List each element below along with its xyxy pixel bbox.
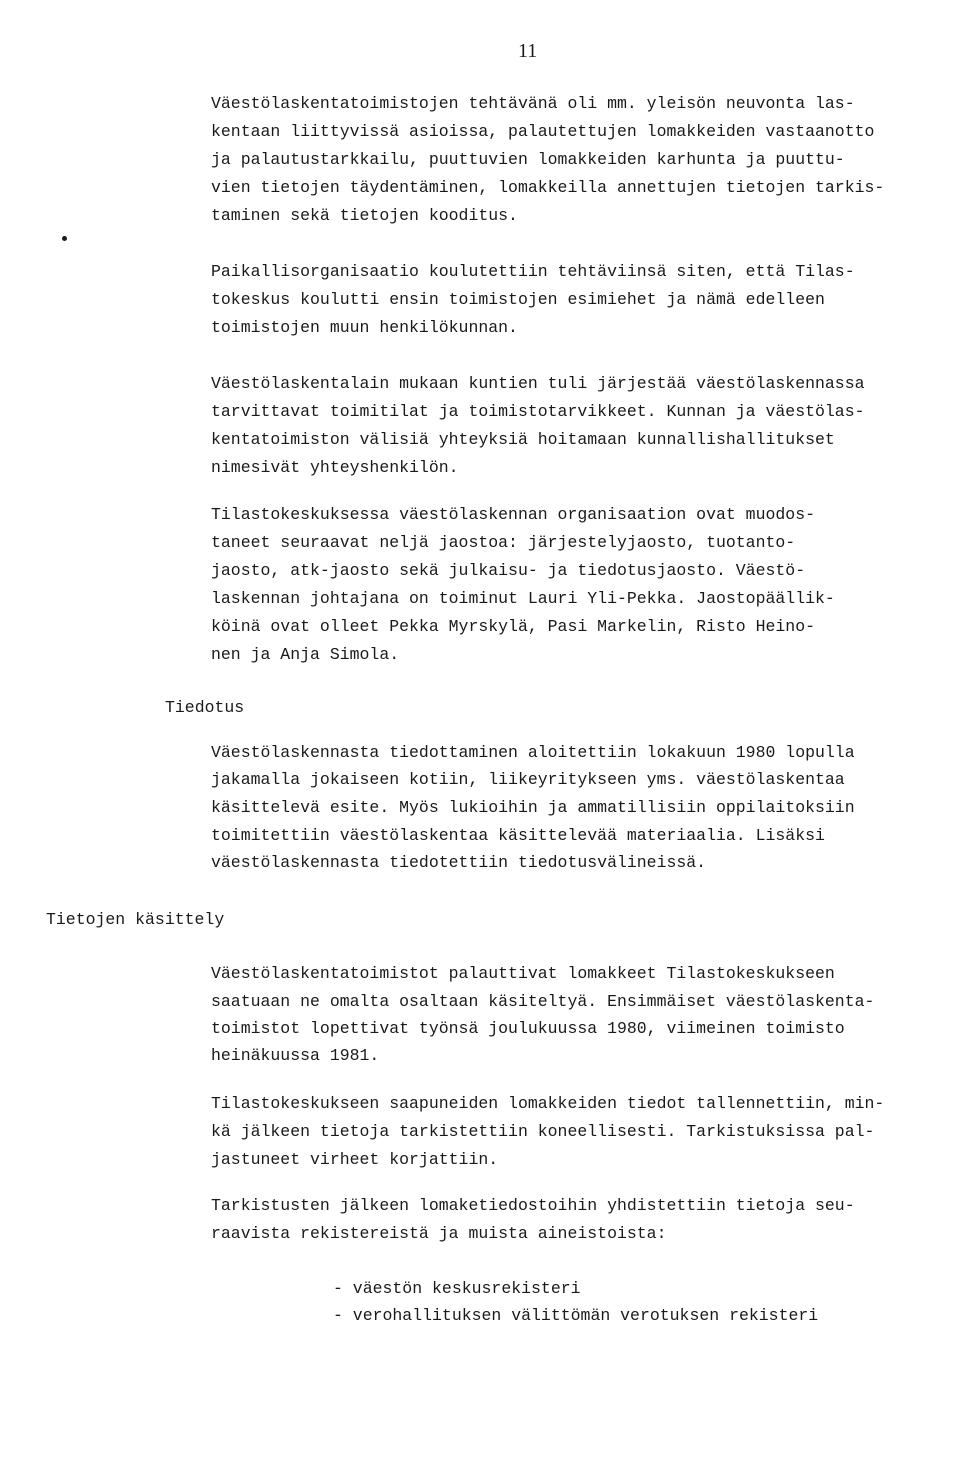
text-line: Väestölaskentatoimistot palauttivat lomakkeet Tilastokeskukseen (211, 964, 835, 983)
text-line: taneet seuraavat neljä jaostoa: järjestelyjaosto, tuotanto- (211, 533, 796, 552)
text-line: vien tietojen täydentäminen, lomakkeilla annettujen tietojen tarkis- (211, 178, 885, 197)
text-line: jastuneet virheet korjattiin. (211, 1150, 499, 1169)
text-line: kä jälkeen tietoja tarkistettiin koneellisesti. Tarkistuksissa pal- (211, 1122, 875, 1141)
page-number: 11 (518, 40, 538, 62)
text-line: raavista rekistereistä ja muista aineistoista: (211, 1224, 667, 1243)
text-line: kentatoimiston välisiä yhteyksiä hoitamaan kunnallishallitukset (211, 430, 835, 449)
text-line: nimesivät yhteyshenkilön. (211, 458, 459, 477)
text-line: Paikallisorganisaatio koulutettiin tehtäviinsä siten, että Tilas- (211, 262, 855, 281)
list-item: - verohallituksen välittömän verotuksen rekisteri (333, 1306, 819, 1325)
text-line: jakamalla jokaiseen kotiin, liikeyritykseen yms. väestölaskentaa (211, 770, 845, 789)
text-line: kentaan liittyvissä asioissa, palautettujen lomakkeiden vastaanotto (211, 122, 875, 141)
text-line: Tilastokeskukseen saapuneiden lomakkeiden tiedot tallennettiin, min- (211, 1094, 885, 1113)
text-line: Väestölaskentalain mukaan kuntien tuli järjestää väestölaskennassa (211, 374, 865, 393)
text-line: köinä ovat olleet Pekka Myrskylä, Pasi Markelin, Risto Heino- (211, 617, 815, 636)
text-line: ja palautustarkkailu, puuttuvien lomakkeiden karhunta ja puuttu- (211, 150, 845, 169)
text-line: Väestölaskentatoimistojen tehtävänä oli mm. yleisön neuvonta las- (211, 94, 855, 113)
text-line: jaosto, atk-jaosto sekä julkaisu- ja tiedotusjaosto. Väestö- (211, 561, 806, 580)
text-line: Väestölaskennasta tiedottaminen aloitettiin lokakuun 1980 lopulla (211, 743, 855, 762)
text-line: Tarkistusten jälkeen lomaketiedostoihin yhdistettiin tietoja seu- (211, 1196, 855, 1215)
section-heading-tietojen-kasittely: Tietojen käsittely (46, 910, 225, 929)
text-line: toimistojen muun henkilökunnan. (211, 318, 518, 337)
text-line: väestölaskennasta tiedotettiin tiedotusvälineissä. (211, 853, 707, 872)
bullet-mark (62, 236, 67, 241)
section-heading-tiedotus: Tiedotus (165, 698, 245, 717)
text-line: nen ja Anja Simola. (211, 645, 400, 664)
text-line: toimitettiin väestölaskentaa käsittelevää materiaalia. Lisäksi (211, 826, 825, 845)
list-item: - väestön keskusrekisteri (333, 1279, 581, 1298)
text-line: toimistot lopettivat työnsä joulukuussa 1980, viimeinen toimisto (211, 1019, 845, 1038)
text-line: taminen sekä tietojen kooditus. (211, 206, 518, 225)
text-line: Tilastokeskuksessa väestölaskennan organisaation ovat muodos- (211, 505, 815, 524)
text-line: käsittelevä esite. Myös lukioihin ja ammatillisiin oppilaitoksiin (211, 798, 855, 817)
text-line: saatuaan ne omalta osaltaan käsiteltyä. Ensimmäiset väestölaskenta- (211, 992, 875, 1011)
text-line: tokeskus koulutti ensin toimistojen esimiehet ja nämä edelleen (211, 290, 825, 309)
text-line: tarvittavat toimitilat ja toimistotarvikkeet. Kunnan ja väestölas- (211, 402, 865, 421)
text-line: heinäkuussa 1981. (211, 1046, 380, 1065)
text-line: laskennan johtajana on toiminut Lauri Yli-Pekka. Jaostopäällik- (211, 589, 835, 608)
